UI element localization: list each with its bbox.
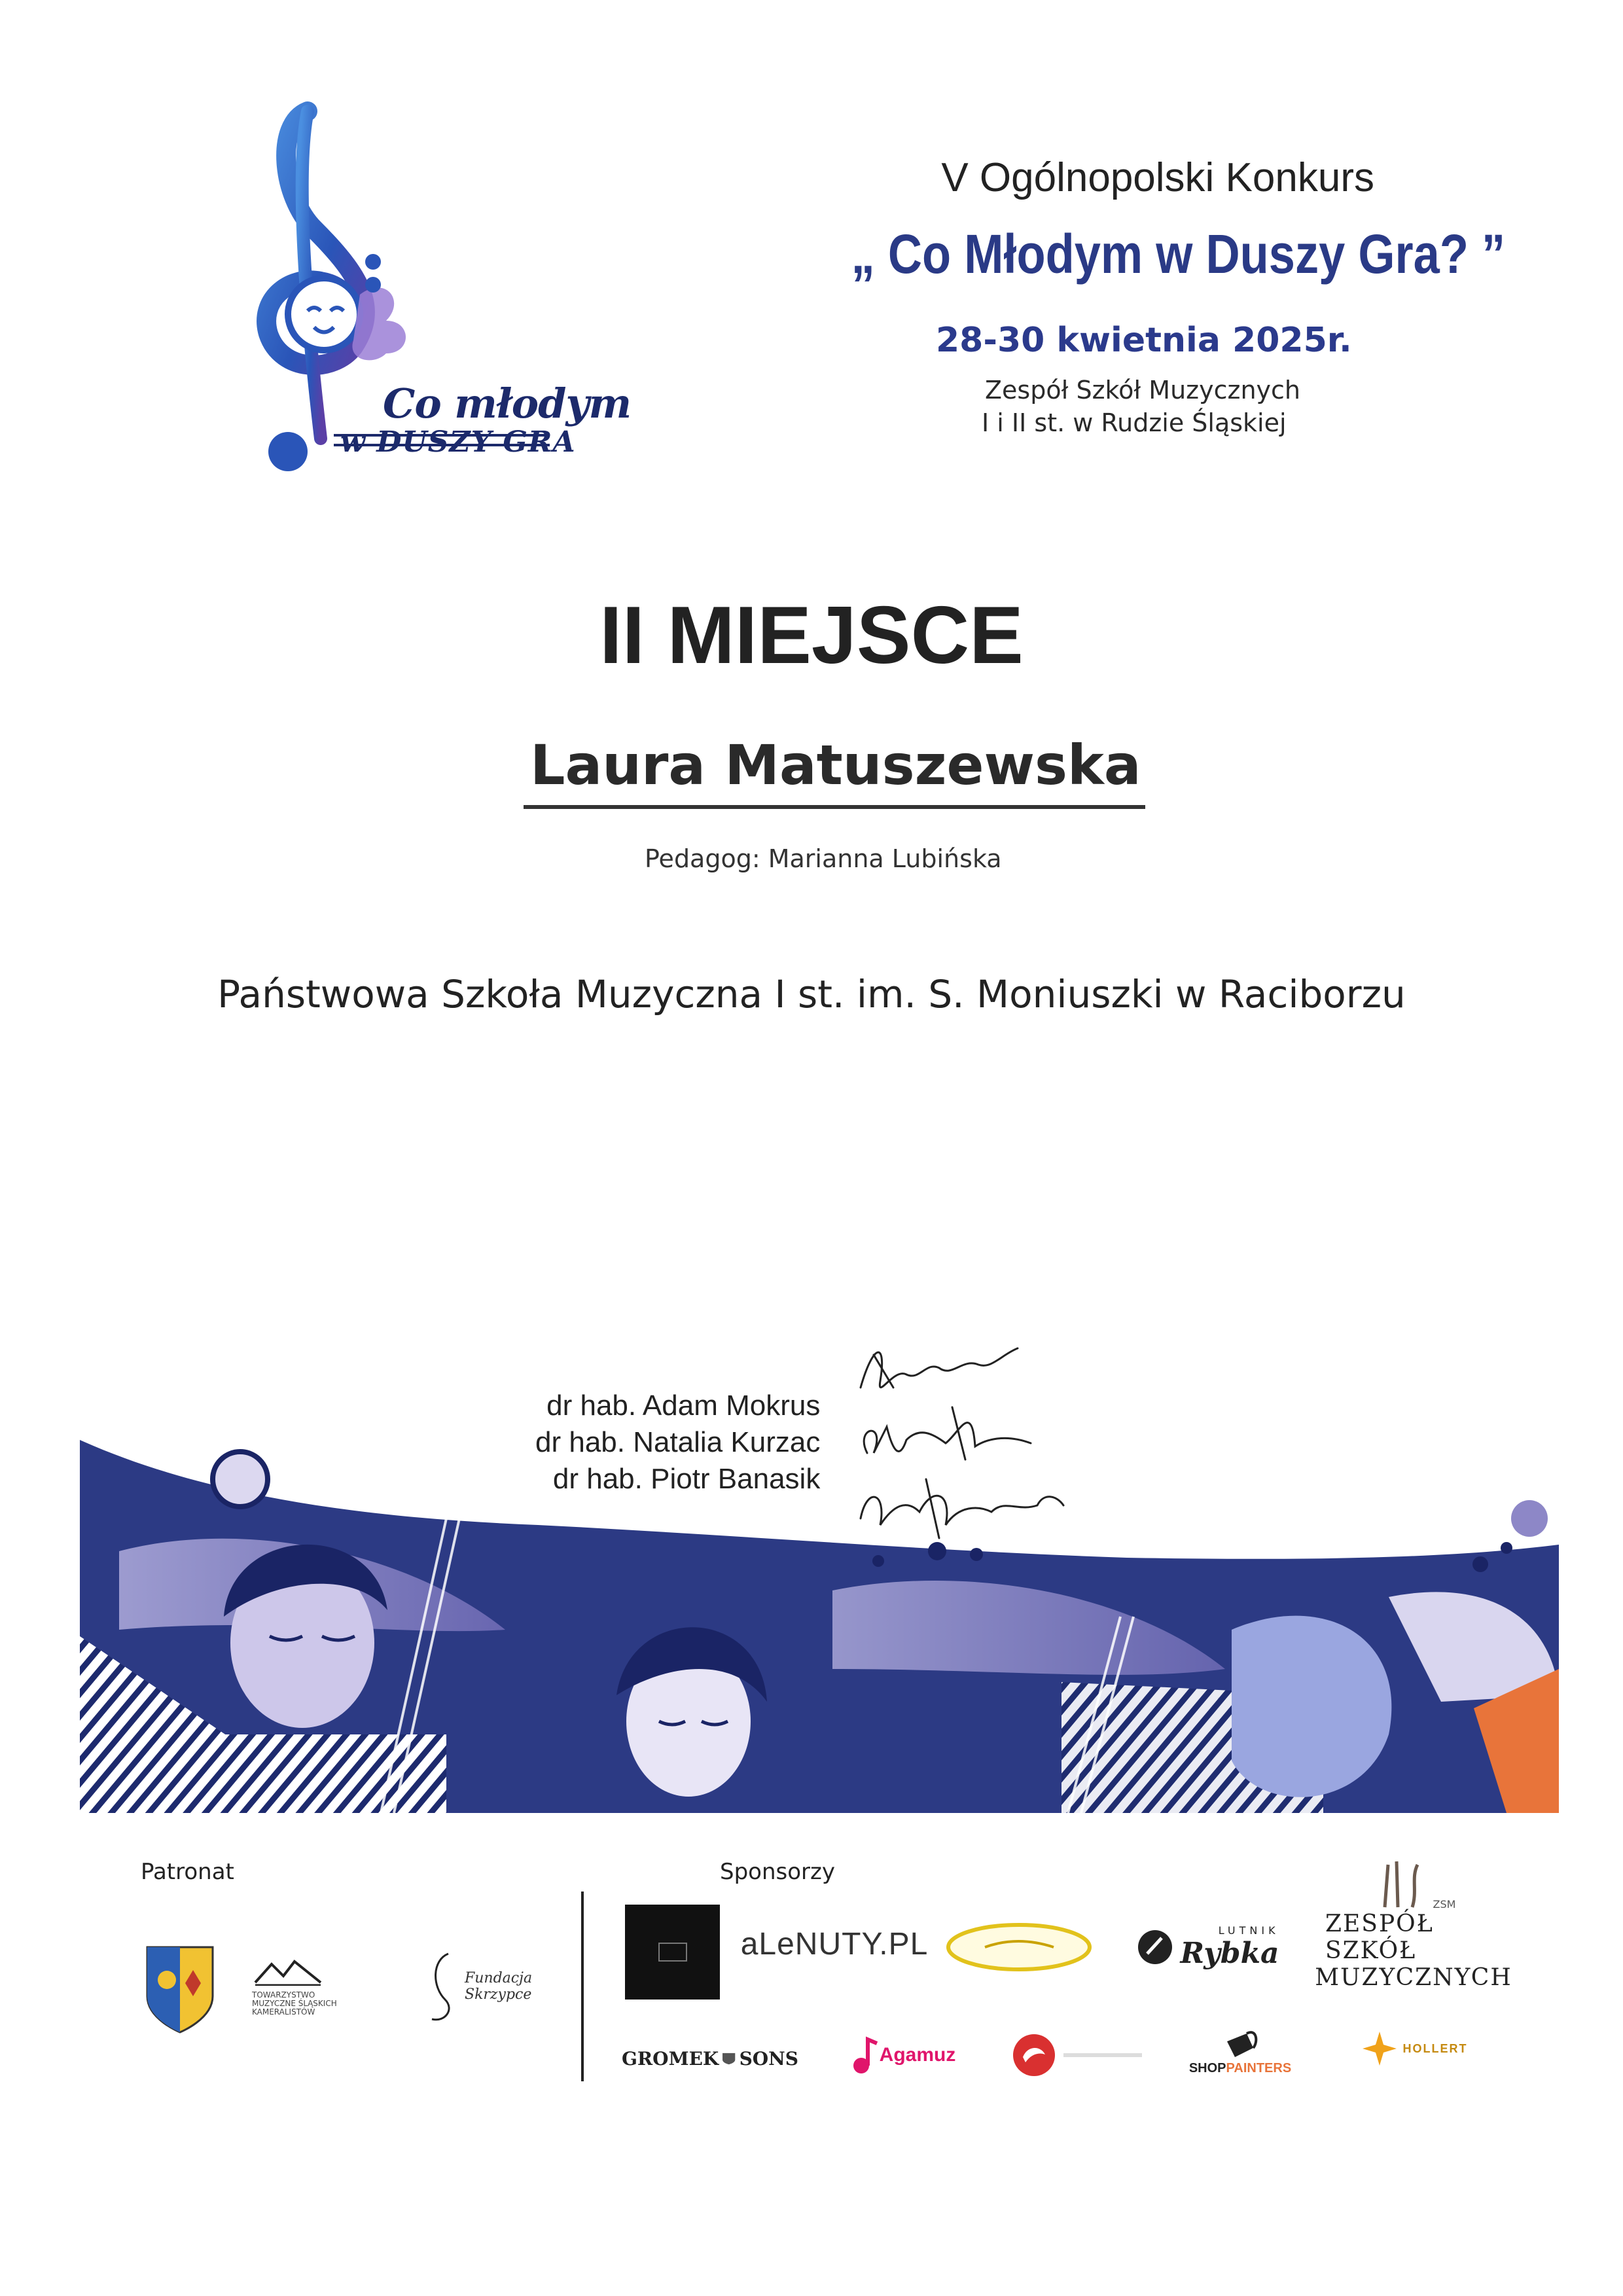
sponsors-label: Sponsorzy [720,1859,835,1885]
coat-of-arms-icon [144,1944,216,2036]
contest-dates: 28-30 kwietnia 2025r. [936,321,1352,360]
shop-text: SHOP [1188,2060,1226,2075]
city-coat-of-arms [144,1944,216,2036]
orchestra-illustration [80,1420,1559,1813]
hollert-logo [1348,2022,1479,2075]
jury-member: dr hab. Piotr Banasik [552,1463,821,1495]
winner-name: Laura Matuszewska [530,733,1141,797]
faint-wordmark [1063,2053,1142,2057]
jury-member: dr hab. Adam Mokrus [546,1390,821,1422]
alenuty-logo [740,1911,929,1977]
painters-text: PAINTERS [1226,2060,1292,2075]
lutnik-text: LUTNIK [1218,1924,1279,1937]
star-burst-icon [1360,2029,1399,2068]
contest-title: „ Co Młodym w Duszy Gra? ” [851,223,1505,285]
hollert-text: HOLLERT [1402,2041,1468,2055]
logo-text-line2: w DUSZY GRA [340,425,576,459]
sponsor-dark-mark-icon [658,1943,687,1962]
note-icon [851,2036,880,2075]
agamuz-text: Agamuz [879,2044,956,2066]
shoppainters-logo [1178,2016,1302,2088]
school-name: Państwowa Szkoła Muzyczna I st. im. S. Moniuszki w Raciborzu [217,972,1406,1016]
red-circle-sponsor-logo [1005,2029,1149,2081]
instruments-icon [1372,1858,1431,1910]
contest-edition: V Ogólnopolski Konkurs [941,155,1374,200]
orchestra-art-image [80,1420,1559,1813]
crest-icon [721,2045,736,2072]
mountains-icon [252,1956,324,1986]
zsm-tag: ZSM [1433,1897,1456,1910]
jury-member: dr hab. Natalia Kurzac [535,1426,821,1458]
tmsk-logo [252,1937,376,2036]
zsm-line1: ZESPÓŁ SZKÓŁ [1325,1910,1434,1964]
fundacja-skrzypce-logo [409,1944,546,2029]
zsm-logo [1315,1862,1512,1991]
gromek-text: GROMEK [622,2047,719,2070]
patronage-label: Patronat [141,1859,234,1885]
agamuz-logo [844,2029,962,2081]
teacher-line: Pedagog: Marianna Lubińska [645,844,1002,873]
lutnik-rybka-logo [1129,1918,1286,1977]
footer-divider [581,1892,584,2081]
award-place: II MIEJSCE [599,590,1024,681]
yellow-oval-badge-icon [946,1921,1093,1973]
lutnik-circle-icon [1135,1928,1175,1967]
gromek-sons-logo [622,2036,798,2081]
red-bird-icon [1011,2032,1057,2078]
sons-text: SONS [739,2047,798,2070]
tmsk-name: TOWARZYSTWO MUZYCZNE ŚLĄSKICH KAMERALISTÓW [252,1990,337,2017]
oval-sponsor-logo [946,1921,1093,1973]
rybka-text: Rybka [1180,1937,1279,1970]
violin-scroll-icon [419,1947,465,2026]
logo-text-line1: Co młodym [383,380,632,427]
paint-bucket-icon [1221,2028,1260,2061]
host-school-line1: Zespół Szkół Muzycznych [985,376,1300,404]
sponsor-dark-logo [625,1905,720,2000]
fundacja-name: Fundacja Skrzypce [465,1970,533,2003]
alenuty-text: aLeNUTY.PL [740,1926,929,1962]
host-school-line2: I i II st. w Rudzie Śląskiej [982,408,1287,437]
zsm-line2: MUZYCZNYCH [1315,1964,1512,1991]
name-underline [524,805,1145,809]
